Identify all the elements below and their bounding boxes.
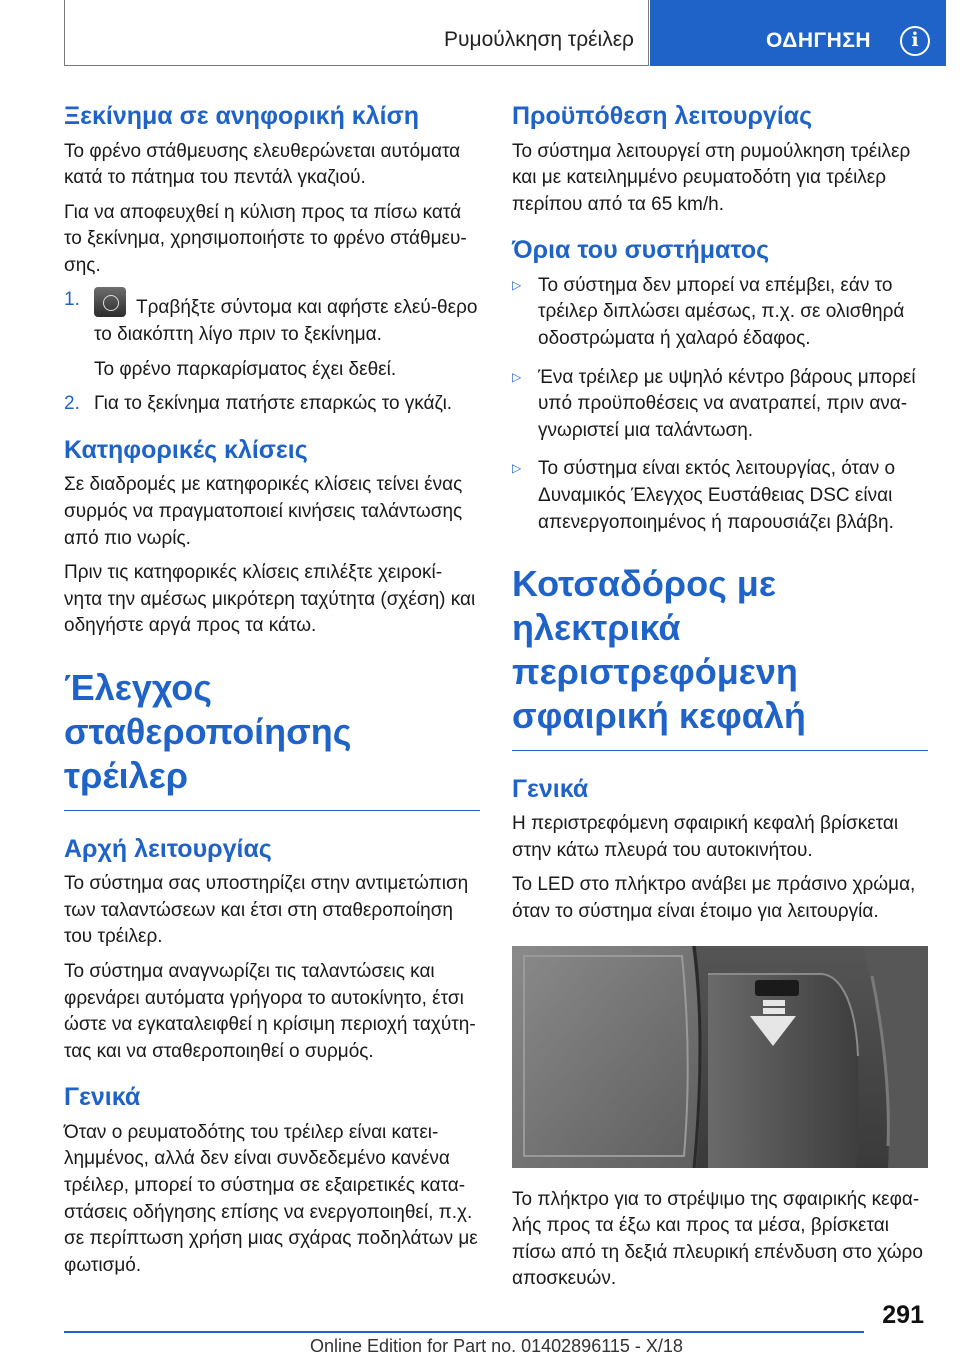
step-text: Για το ξεκίνημα πατήστε επαρκώς το γκάζι. [94,393,453,415]
section-system-limits [512,234,928,536]
info-icon[interactable]: i [900,26,930,56]
section-title: Ρυμούλκηση τρέιλερ [444,28,634,51]
step-text: Τραβήξτε σύντομα και αφήστε ελεύ-θερο το διακόπτη λίγο πριν το ξεκίνημα. [94,297,478,346]
heading-principle: Αρχή λειτουργίας [64,834,272,863]
edition-note: Online Edition for Part no. 01402896115 - X/18 [310,1336,683,1356]
triangle-bullet-icon: ▷ [512,277,522,292]
step-number: 1. [64,289,80,311]
list-item [64,287,480,348]
list-item [64,391,480,418]
bullet-text: Ένα τρέιλερ με υψηλό κέντρο βάρους μπορεί υπό προϋποθέσεις να ανατραπεί, πριν ανα-γνωριστεί μια ταλάντωση. [538,366,916,441]
chapter-tab[interactable] [650,0,946,66]
paragraph: Το σύστημα λειτουργεί στη ρυμούλκηση τρέιλερ και με κατειλημμένο ρευματοδότη για τρέιλερ περίπου από τα 65 km/h. [512,140,911,215]
triangle-bullet-icon: ▷ [512,369,522,384]
paragraph: Πριν τις κατηφορικές κλίσεις επιλέξτε χειροκί-νητα την αμέσως μικρότερη ταχύτητα (σχέση) και οδηγήστε αργά προς τα κάτω. [64,562,476,637]
section-prerequisite [512,100,928,218]
section-tab [64,0,649,66]
paragraph: Το σύστημα αναγνωρίζει τις ταλαντώσεις και φρενάρει αυτόματα γρήγορα το αυτοκίνητο, έτσι ώστε να εγκαταλειφθεί η κρίσιμη περιοχή ταχύτη-τας και να σταθεροποιηθεί ο συρμός. [64,960,476,1062]
paragraph: Το πλήκτρο για το στρέψιμο της σφαιρικής κεφα-λής προς τα έξω και προς τα μέσα, βρίσκεται πίσω από τη δεξιά πλευρική επένδυση στο χώρο αποσκευών. [512,1188,923,1290]
triangle-bullet-icon: ▷ [512,461,522,476]
heading-uphill-start: Ξεκίνημα σε ανηφορική κλίση [64,102,419,130]
bullet-text: Το σύστημα είναι εκτός λειτουργίας, όταν ο Δυναμικός Έλεγχος Ευστάθειας DSC είναι απενεργοποιημένος ή παρουσιάζει βλάβη. [538,458,896,533]
page-number: 291 [882,1301,924,1329]
heading-system-limits: Όρια του συστήματος [512,236,770,265]
section-general [64,1081,480,1279]
heading-general: Γενικά [512,774,589,803]
section-downhill [64,434,480,640]
parking-brake-switch-icon [94,287,126,317]
section-general-hitch [512,773,928,1293]
heading-prerequisite: Προϋπόθεση λειτουργίας [512,102,813,130]
page-header [64,0,946,66]
paragraph: Η περιστρεφόμενη σφαιρική κεφαλή βρίσκεται στην κάτω πλευρά του αυτοκινήτου. [512,813,899,861]
heading-downhill: Κατηφορικές κλίσεις [64,435,308,464]
section-uphill-start [64,100,480,418]
trunk-button-photo [512,946,928,1168]
right-column [512,100,928,1309]
paragraph: Για να αποφευχθεί η κύλιση προς τα πίσω κατά το ξεκίνημα, χρησιμοποιήστε το φρένο στάθμευ-σης. [64,201,467,276]
step-number: 2. [64,393,80,415]
paragraph: Όταν ο ρευματοδότης του τρέιλερ είναι κατει-λημμένος, αλλά δεν είναι συνδεδεμένο κανένα τρέιλερ, μπορεί το σύστημα σε εξαιρετικές κατα-στάσεις οδήγησης επίσης να ενεργοποιηθεί, π.χ. σε περίπτωση χρήση μιας σχάρας ποδηλάτων με φωτισμό. [64,1121,478,1276]
heading-general: Γενικά [64,1083,141,1112]
chapter-heading-tow-hitch: Κοτσαδόρος με ηλεκτρικά περιστρεφόμενη σφαιρική κεφαλή [512,562,928,751]
paragraph: Το φρένο στάθμευσης ελευθερώνεται αυτόματα κατά το πάτημα του πεντάλ γκαζιού. [64,140,461,189]
list-item [512,273,928,353]
section-principle [64,833,480,1066]
paragraph: Το LED στο πλήκτρο ανάβει με πράσινο χρώμα, όταν το σύστημα είναι έτοιμο για λειτουργία. [512,874,916,923]
paragraph: Σε διαδρομές με κατηφορικές κλίσεις τείνει ένας συρμός να πραγματοποιεί κινήσεις ταλάντωσης από πιο νωρίς. [64,474,463,549]
chapter-title: ΟΔΗΓΗΣΗ [766,29,872,52]
bullet-text: Το σύστημα δεν μπορεί να επέμβει, εάν το τρέιλερ διπλώσει αμέσως, π.χ. σε ολισθηρά οδοστρώματα ή χαλαρό έδαφος. [538,274,905,349]
footer-divider [64,1331,864,1333]
list-item [512,365,928,445]
left-column [64,100,480,1295]
list-item [512,456,928,536]
chapter-heading-trailer-stability: Έλεγχος σταθεροποίησης τρέιλερ [64,666,480,811]
step-result: Το φρένο παρκαρίσματος έχει δεθεί. [94,358,397,380]
paragraph: Το σύστημα σας υποστηρίζει στην αντιμετώπιση των ταλαντώσεων και έτσι στη σταθεροποίηση του τρέιλερ. [64,873,469,948]
